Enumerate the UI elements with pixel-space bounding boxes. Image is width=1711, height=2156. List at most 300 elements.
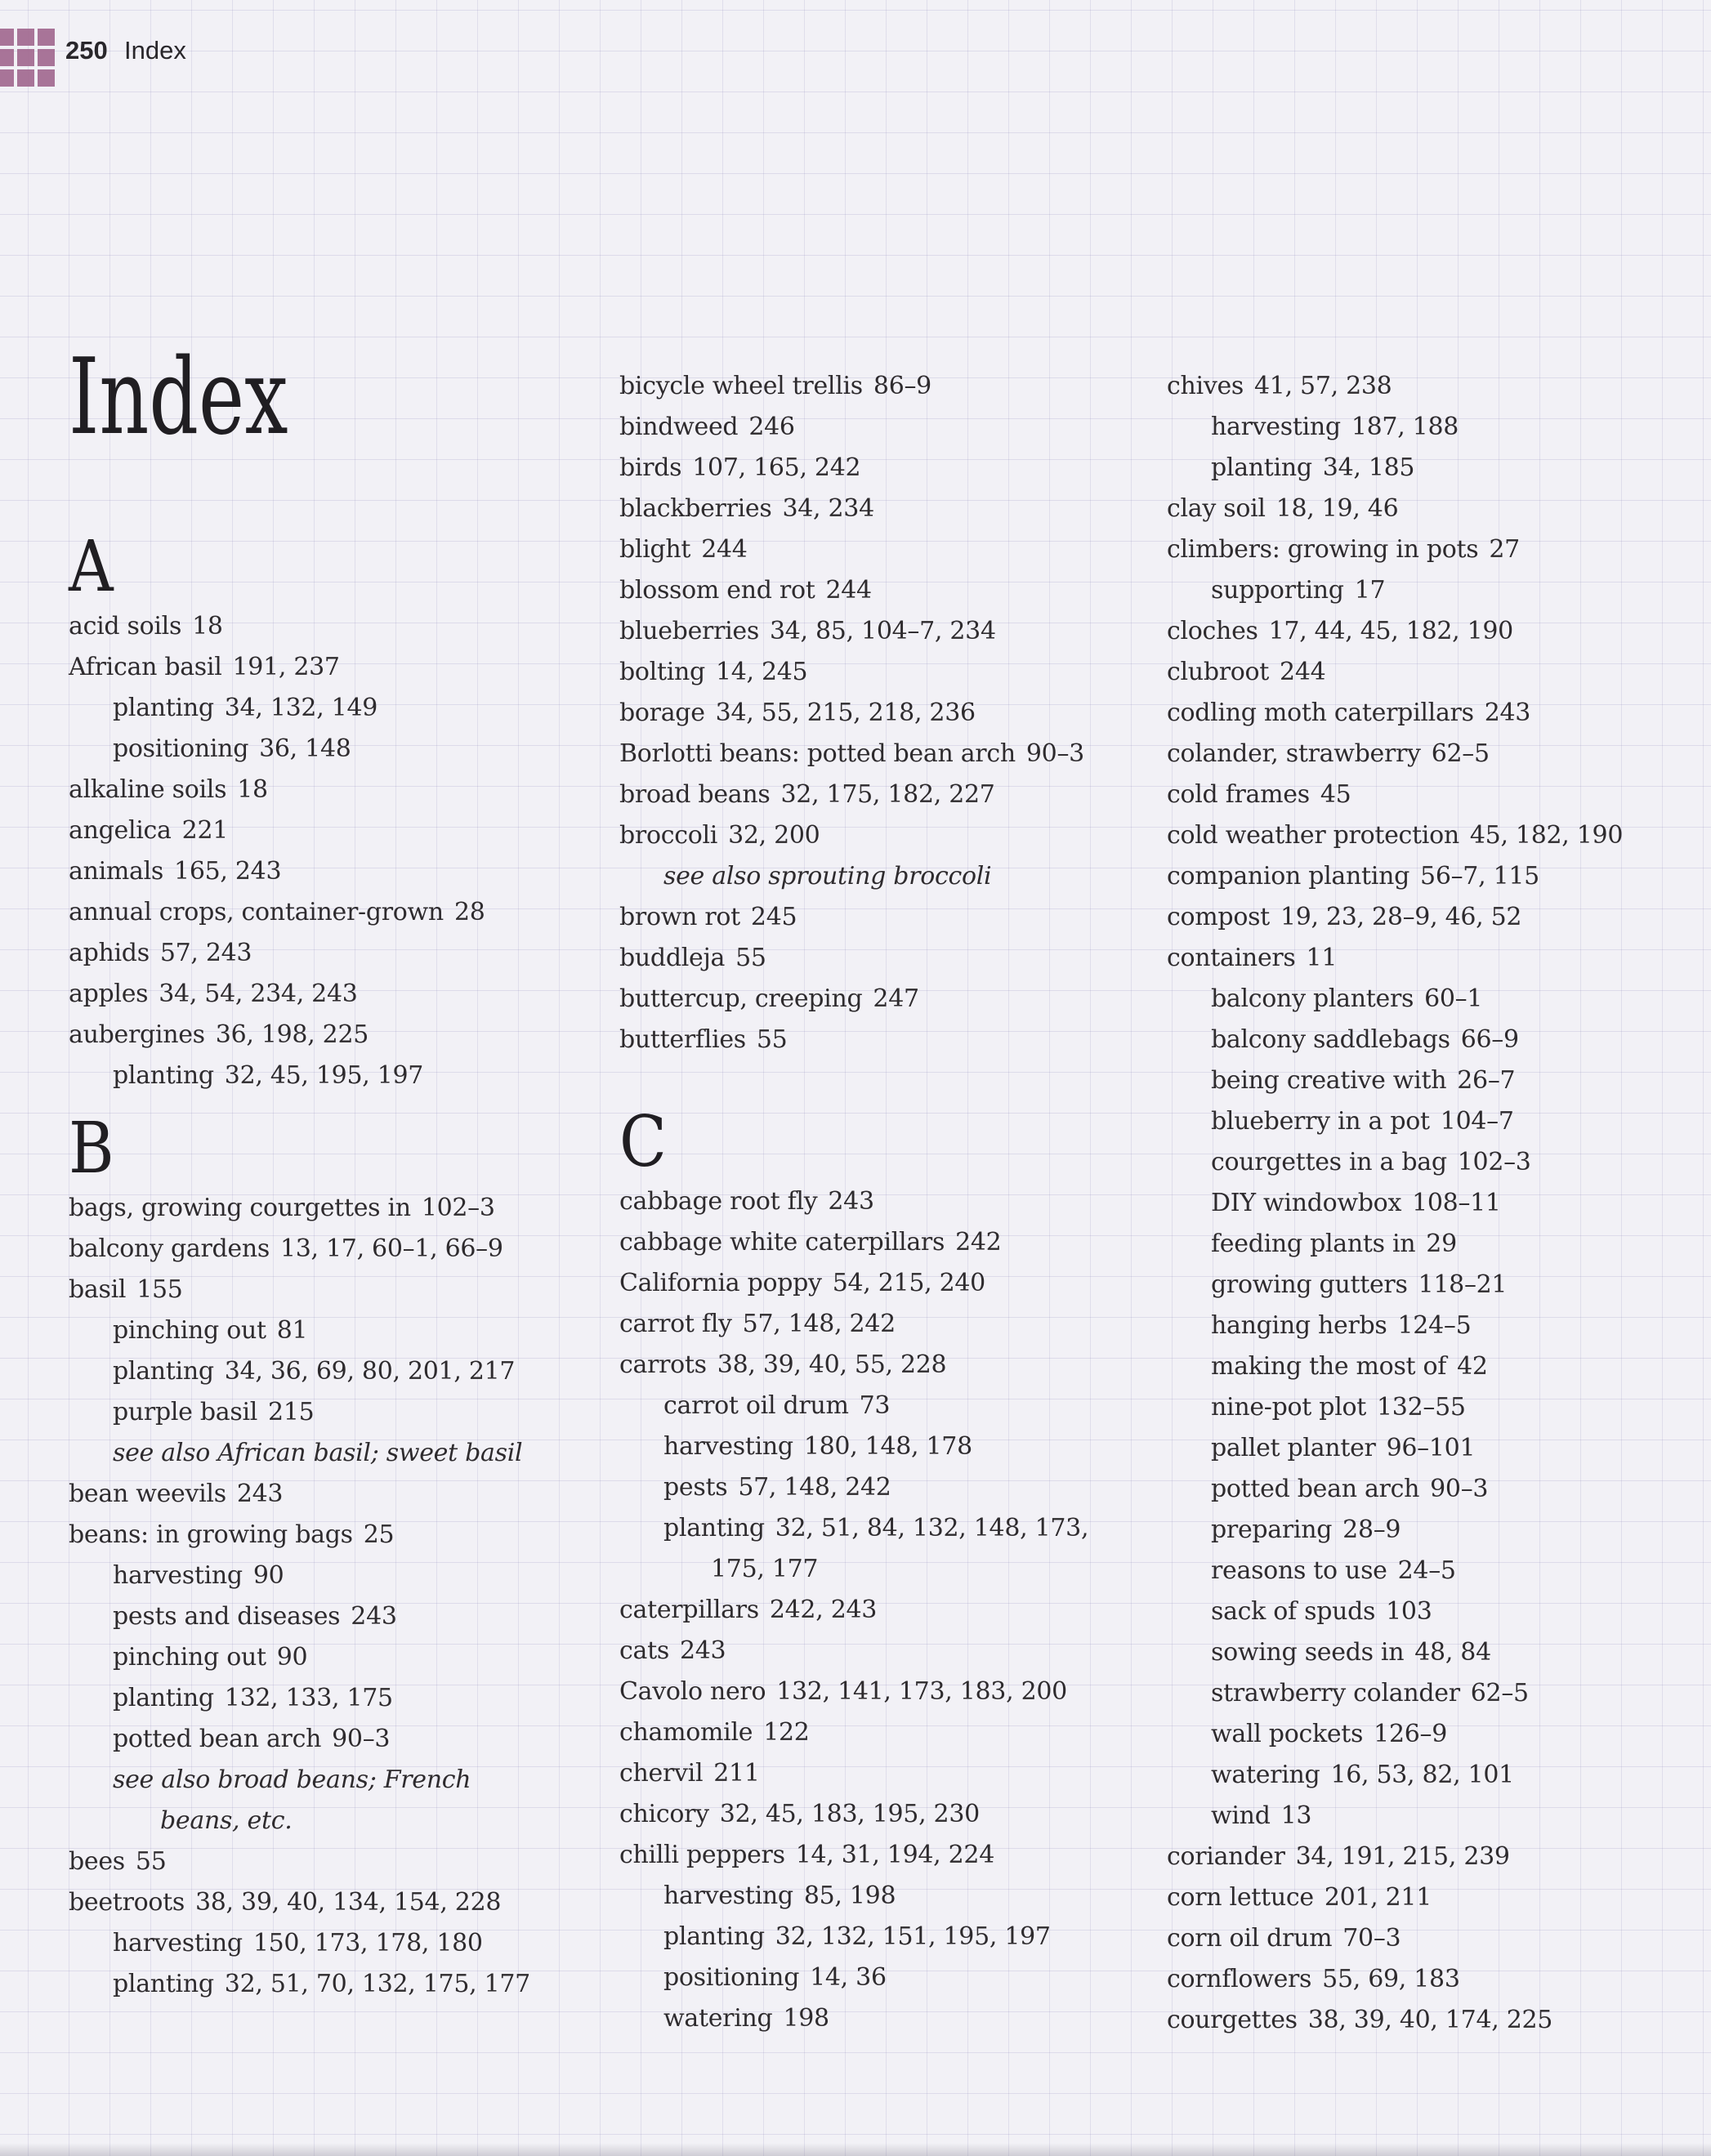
entry-page-numbers: 18 <box>192 612 223 641</box>
entry-term: chicory <box>619 1800 709 1828</box>
entry-page-numbers: 14, 36 <box>810 1963 887 1992</box>
index-entry <box>69 1056 601 1096</box>
index-entry <box>1167 815 1700 856</box>
entry-term: watering <box>1211 1761 1320 1789</box>
entry-page-numbers: 62–5 <box>1470 1679 1529 1707</box>
index-entry <box>69 729 601 770</box>
index-entry <box>69 1882 601 1923</box>
entry-term: cold frames <box>1167 780 1310 809</box>
entry-page-numbers: 38, 39, 40, 55, 228 <box>717 1350 947 1379</box>
entry-page-numbers: 57, 243 <box>159 939 252 967</box>
index-entry <box>1167 1714 1700 1755</box>
index-entry <box>1167 1959 1700 2000</box>
entry-term: planting <box>113 1357 214 1386</box>
entry-page-numbers: 90–3 <box>1430 1475 1489 1503</box>
entry-page-numbers: 34, 54, 234, 243 <box>159 980 358 1008</box>
index-entry <box>619 1386 1152 1426</box>
entry-page-numbers: 41, 57, 238 <box>1254 372 1392 400</box>
entry-term: pests and diseases <box>113 1602 341 1631</box>
entry-term: companion planting <box>1167 862 1410 891</box>
entry-term: clay soil <box>1167 494 1266 523</box>
entry-page-numbers: 48, 84 <box>1414 1638 1491 1667</box>
index-entry <box>1167 1837 1700 1877</box>
section-letter-b: B <box>69 1108 114 1190</box>
index-entry <box>619 774 1152 815</box>
entry-term: balcony gardens <box>69 1234 270 1263</box>
entry-page-numbers: 57, 148, 242 <box>738 1473 891 1502</box>
entry-term: harvesting <box>113 1561 243 1590</box>
index-entry <box>69 851 601 892</box>
index-entry <box>1167 1510 1700 1551</box>
entry-term: blight <box>619 535 691 564</box>
index-entry <box>1167 1346 1700 1387</box>
index-entry <box>1167 1755 1700 1796</box>
index-entry <box>1167 1306 1700 1346</box>
entry-page-numbers: 175, 177 <box>711 1555 819 1583</box>
index-entry <box>1167 1632 1700 1673</box>
entry-term: California poppy <box>619 1269 822 1297</box>
entry-term: planting <box>113 1061 214 1090</box>
index-entry <box>1167 366 1700 407</box>
entry-term: sowing seeds in <box>1211 1638 1405 1667</box>
entry-term: hanging herbs <box>1211 1311 1387 1340</box>
entry-page-numbers: 66–9 <box>1460 1025 1519 1054</box>
entry-page-numbers: 16, 53, 82, 101 <box>1330 1761 1514 1789</box>
entry-term: Cavolo nero <box>619 1677 766 1706</box>
index-entry <box>619 448 1152 489</box>
entry-term: balcony saddlebags <box>1211 1025 1450 1054</box>
entry-page-numbers: 102–3 <box>421 1194 495 1222</box>
entry-page-numbers: 34, 185 <box>1322 453 1415 482</box>
index-cross-reference <box>619 856 1152 897</box>
entry-term: codling moth caterpillars <box>1167 699 1474 727</box>
index-entry <box>619 734 1152 774</box>
entry-page-numbers: 244 <box>825 576 872 605</box>
index-entry <box>1167 938 1700 979</box>
index-entry <box>1167 529 1700 570</box>
index-entry <box>1167 1877 1700 1918</box>
entry-term: planting <box>1211 453 1312 482</box>
index-entry <box>619 1835 1152 1876</box>
entry-page-numbers: 34, 85, 104–7, 234 <box>769 617 996 645</box>
index-entry <box>69 1474 601 1515</box>
index-entry <box>1167 1224 1700 1265</box>
entry-page-numbers: 38, 39, 40, 174, 225 <box>1307 2006 1553 2034</box>
entry-term: reasons to use <box>1211 1556 1387 1585</box>
entry-term: animals <box>69 857 164 886</box>
entry-page-numbers: 55 <box>135 1847 167 1876</box>
entry-page-numbers: 245 <box>750 903 797 931</box>
entry-page-numbers: 107, 165, 242 <box>692 453 861 482</box>
index-entry <box>1167 2000 1700 2041</box>
entry-term: positioning <box>113 734 249 763</box>
entry-term: see also African basil; sweet basil <box>113 1439 523 1467</box>
entry-term: cabbage root fly <box>619 1187 818 1216</box>
entry-page-numbers: 26–7 <box>1457 1066 1516 1095</box>
index-entry <box>1167 1428 1700 1469</box>
index-cross-reference <box>69 1801 601 1841</box>
index-entry <box>619 1020 1152 1060</box>
entry-term: chilli peppers <box>619 1841 785 1869</box>
entry-term: bindweed <box>619 413 739 441</box>
entry-page-numbers: 104–7 <box>1440 1107 1514 1136</box>
index-cross-reference <box>69 1433 601 1474</box>
entry-page-numbers: 187, 188 <box>1351 413 1459 441</box>
entry-page-numbers: 243 <box>1484 699 1531 727</box>
index-entry <box>1167 693 1700 734</box>
entry-page-numbers: 38, 39, 40, 134, 154, 228 <box>194 1888 502 1917</box>
index-entry <box>619 1631 1152 1672</box>
entry-term: brown rot <box>619 903 740 931</box>
index-entry <box>619 1672 1152 1712</box>
entry-term: alkaline soils <box>69 775 227 804</box>
entry-page-numbers: 90 <box>276 1643 308 1672</box>
entry-term: planting <box>663 1922 765 1951</box>
entry-term: angelica <box>69 816 172 845</box>
index-entry <box>69 1556 601 1596</box>
entry-page-numbers: 36, 148 <box>259 734 351 763</box>
entry-page-numbers: 42 <box>1457 1352 1488 1381</box>
entry-term: harvesting <box>1211 413 1341 441</box>
entry-term: basil <box>69 1275 127 1304</box>
entry-term: growing gutters <box>1211 1270 1408 1299</box>
entry-term: cats <box>619 1636 669 1665</box>
index-entry <box>69 1351 601 1392</box>
entry-term: blackberries <box>619 494 772 523</box>
index-entry <box>1167 407 1700 448</box>
entry-page-numbers: 103 <box>1386 1597 1432 1626</box>
entry-page-numbers: 28 <box>453 898 485 926</box>
index-entry <box>69 1188 601 1229</box>
entry-term: chives <box>1167 372 1244 400</box>
entry-page-numbers: 57, 148, 242 <box>742 1310 896 1338</box>
index-entry <box>69 974 601 1015</box>
entry-term: colander, strawberry <box>1167 739 1421 768</box>
entry-term: beans, etc. <box>160 1806 293 1835</box>
entry-term: planting <box>113 694 214 722</box>
section-letter-a: A <box>69 526 114 608</box>
index-entry <box>1167 1020 1700 1060</box>
entry-term: annual crops, container-grown <box>69 898 444 926</box>
entry-page-numbers: 27 <box>1489 535 1520 564</box>
entry-term: cornflowers <box>1167 1965 1312 1993</box>
entry-page-numbers: 90 <box>252 1561 284 1590</box>
entry-page-numbers: 124–5 <box>1397 1311 1472 1340</box>
entry-page-numbers: 32, 132, 151, 195, 197 <box>775 1922 1051 1951</box>
entry-page-numbers: 55 <box>735 944 766 972</box>
entry-term: watering <box>663 2004 773 2033</box>
entry-page-numbers: 32, 51, 84, 132, 148, 173, <box>775 1514 1089 1542</box>
entry-page-numbers: 108–11 <box>1412 1189 1501 1217</box>
entry-term: carrot fly <box>619 1310 732 1338</box>
entry-term: containers <box>1167 944 1296 972</box>
entry-page-numbers: 132, 141, 173, 183, 200 <box>776 1677 1067 1706</box>
index-entry <box>69 1270 601 1310</box>
entry-page-numbers: 25 <box>363 1520 395 1549</box>
entry-page-numbers: 34, 55, 215, 218, 236 <box>715 699 976 727</box>
entry-page-numbers: 96–101 <box>1386 1434 1476 1462</box>
index-entry <box>619 693 1152 734</box>
index-entry <box>619 1549 1152 1590</box>
entry-term: buttercup, creeping <box>619 984 863 1013</box>
index-entry <box>1167 448 1700 489</box>
entry-page-numbers: 247 <box>873 984 919 1013</box>
entry-term: harvesting <box>663 1881 793 1910</box>
index-entry <box>1167 856 1700 897</box>
entry-term: potted bean arch <box>1211 1475 1420 1503</box>
entry-term: blossom end rot <box>619 576 815 605</box>
entry-page-numbers: 34, 234 <box>782 494 874 523</box>
entry-term: climbers: growing in pots <box>1167 535 1479 564</box>
entry-term: beetroots <box>69 1888 185 1917</box>
index-entry <box>619 1998 1152 2039</box>
entry-page-numbers: 18, 19, 46 <box>1275 494 1399 523</box>
entry-page-numbers: 81 <box>276 1316 308 1345</box>
entry-page-numbers: 55 <box>756 1025 788 1054</box>
entry-page-numbers: 14, 31, 194, 224 <box>795 1841 994 1869</box>
page-number: 250 <box>65 36 108 65</box>
index-entry <box>69 647 601 688</box>
index-entry <box>69 1515 601 1556</box>
index-entry <box>619 1345 1152 1386</box>
entry-page-numbers: 165, 243 <box>174 857 282 886</box>
index-entry <box>619 611 1152 652</box>
entry-term: carrots <box>619 1350 707 1379</box>
index-entry <box>619 1876 1152 1917</box>
entry-term: positioning <box>663 1963 800 1992</box>
entry-page-numbers: 34, 132, 149 <box>224 694 378 722</box>
entry-term: acid soils <box>69 612 182 641</box>
entry-term: being creative with <box>1211 1066 1447 1095</box>
index-entry <box>69 810 601 851</box>
entry-term: wind <box>1211 1801 1271 1830</box>
entry-page-numbers: 60–1 <box>1424 984 1483 1013</box>
entry-page-numbers: 85, 198 <box>803 1881 896 1910</box>
entry-term: nine-pot plot <box>1211 1393 1367 1422</box>
index-entry <box>619 1917 1152 1957</box>
index-entry <box>619 1794 1152 1835</box>
entry-page-numbers: 32, 200 <box>728 821 820 850</box>
entry-page-numbers: 45, 182, 190 <box>1469 821 1624 850</box>
entry-term: courgettes <box>1167 2006 1298 2034</box>
entry-page-numbers: 242 <box>955 1228 1002 1257</box>
entry-page-numbers: 11 <box>1306 944 1338 972</box>
entry-page-numbers: 132, 133, 175 <box>224 1684 393 1712</box>
entry-term: Borlotti beans: potted bean arch <box>619 739 1016 768</box>
entry-term: courgettes in a bag <box>1211 1148 1447 1176</box>
index-title: Index <box>69 337 288 458</box>
index-entry <box>619 897 1152 938</box>
index-entry <box>619 1426 1152 1467</box>
entry-term: pallet planter <box>1211 1434 1376 1462</box>
entry-page-numbers: 244 <box>701 535 748 564</box>
entry-term: feeding plants in <box>1211 1230 1416 1258</box>
entry-page-numbers: 45 <box>1320 780 1351 809</box>
entry-term: pests <box>663 1473 728 1502</box>
index-column-2 <box>619 0 1152 2039</box>
entry-term: planting <box>113 1684 214 1712</box>
entry-page-numbers: 243 <box>351 1602 397 1631</box>
index-entry <box>619 815 1152 856</box>
entry-page-numbers: 70–3 <box>1342 1924 1401 1953</box>
entry-page-numbers: 54, 215, 240 <box>832 1269 985 1297</box>
entry-page-numbers: 215 <box>268 1398 315 1426</box>
entry-page-numbers: 90–3 <box>332 1725 391 1753</box>
index-entry <box>1167 1060 1700 1101</box>
index-entry <box>69 688 601 729</box>
index-entry <box>619 1508 1152 1549</box>
index-entry <box>619 570 1152 611</box>
index-entry <box>1167 897 1700 938</box>
entry-term: harvesting <box>113 1929 243 1957</box>
index-entry <box>1167 1387 1700 1428</box>
entry-term: aphids <box>69 939 150 967</box>
index-entry <box>69 1923 601 1964</box>
entry-term: apples <box>69 980 149 1008</box>
entry-term: borage <box>619 699 705 727</box>
index-entry <box>619 366 1152 407</box>
entry-page-numbers: 86–9 <box>873 372 931 400</box>
entry-page-numbers: 34, 36, 69, 80, 201, 217 <box>224 1357 516 1386</box>
entry-term: harvesting <box>663 1432 793 1461</box>
index-entry <box>1167 652 1700 693</box>
index-entry <box>619 407 1152 448</box>
index-entry <box>619 1712 1152 1753</box>
entry-page-numbers: 32, 175, 182, 227 <box>780 780 995 809</box>
entry-page-numbers: 32, 51, 70, 132, 175, 177 <box>224 1970 530 1998</box>
index-entry <box>1167 1796 1700 1837</box>
entry-term: cloches <box>1167 617 1258 645</box>
entry-term: sack of spuds <box>1211 1597 1376 1626</box>
entry-term: corn oil drum <box>1167 1924 1333 1953</box>
index-entry <box>1167 1183 1700 1224</box>
index-entry <box>1167 1142 1700 1183</box>
entry-term: cabbage white caterpillars <box>619 1228 945 1257</box>
index-entry <box>1167 611 1700 652</box>
index-entry <box>69 770 601 810</box>
entry-page-numbers: 13 <box>1280 1801 1312 1830</box>
index-entry <box>619 979 1152 1020</box>
entry-term: purple basil <box>113 1398 258 1426</box>
page-edge-shadow <box>0 2143 1711 2156</box>
running-head-title: Index <box>124 36 186 65</box>
index-entry <box>1167 1673 1700 1714</box>
index-entry <box>69 933 601 974</box>
index-column-3 <box>1167 0 1700 2041</box>
entry-term: carrot oil drum <box>663 1391 849 1420</box>
entry-page-numbers: 29 <box>1426 1230 1457 1258</box>
entry-term: bean weevils <box>69 1480 226 1508</box>
index-entry <box>69 892 601 933</box>
entry-page-numbers: 32, 45, 195, 197 <box>224 1061 424 1090</box>
entry-page-numbers: 126–9 <box>1374 1720 1448 1748</box>
index-entry <box>69 1310 601 1351</box>
entry-term: bicycle wheel trellis <box>619 372 863 400</box>
purple-grid-icon <box>0 29 55 87</box>
entry-term: broccoli <box>619 821 718 850</box>
entry-page-numbers: 211 <box>713 1759 760 1788</box>
entry-term: caterpillars <box>619 1596 759 1624</box>
entry-page-numbers: 24–5 <box>1397 1556 1456 1585</box>
entry-term: see also sprouting broccoli <box>663 862 992 891</box>
index-entry <box>69 1678 601 1719</box>
entry-page-numbers: 243 <box>828 1187 874 1216</box>
entry-term: planting <box>113 1970 214 1998</box>
entry-term: cold weather protection <box>1167 821 1459 850</box>
entry-page-numbers: 17 <box>1354 576 1386 605</box>
index-entry <box>69 1015 601 1056</box>
index-entry <box>1167 1591 1700 1632</box>
entry-page-numbers: 90–3 <box>1025 739 1084 768</box>
entry-page-numbers: 243 <box>679 1636 726 1665</box>
entry-term: broad beans <box>619 780 771 809</box>
entry-page-numbers: 14, 245 <box>715 658 808 686</box>
index-entry <box>69 1229 601 1270</box>
entry-term: balcony planters <box>1211 984 1414 1013</box>
entry-page-numbers: 243 <box>236 1480 284 1508</box>
entry-page-numbers: 13, 17, 60–1, 66–9 <box>279 1234 503 1263</box>
entry-term: compost <box>1167 903 1270 931</box>
entry-term: birds <box>619 453 682 482</box>
index-entry <box>1167 1918 1700 1959</box>
index-entry <box>69 1719 601 1760</box>
entry-term: beans: in growing bags <box>69 1520 353 1549</box>
entry-term: pinching out <box>113 1316 266 1345</box>
entry-term: clubroot <box>1167 658 1270 686</box>
entry-page-numbers: 28–9 <box>1342 1515 1401 1544</box>
index-entry <box>69 1841 601 1882</box>
entry-term: making the most of <box>1211 1352 1447 1381</box>
index-entry <box>1167 1551 1700 1591</box>
entry-page-numbers: 34, 191, 215, 239 <box>1295 1842 1510 1871</box>
entry-page-numbers: 56–7, 115 <box>1420 862 1539 891</box>
index-entry <box>619 1263 1152 1304</box>
entry-term: blueberries <box>619 617 759 645</box>
entry-term: bees <box>69 1847 125 1876</box>
entry-page-numbers: 132–55 <box>1377 1393 1466 1422</box>
entry-term: strawberry colander <box>1211 1679 1460 1707</box>
entry-term: blueberry in a pot <box>1211 1107 1430 1136</box>
index-entry <box>619 1181 1152 1222</box>
entry-page-numbers: 155 <box>136 1275 183 1304</box>
entry-page-numbers: 17, 44, 45, 182, 190 <box>1268 617 1513 645</box>
entry-term: aubergines <box>69 1020 205 1049</box>
index-cross-reference <box>69 1760 601 1801</box>
entry-term: planting <box>663 1514 765 1542</box>
entry-page-numbers: 201, 211 <box>1324 1883 1432 1912</box>
entry-term: chamomile <box>619 1718 753 1747</box>
entry-page-numbers: 36, 198, 225 <box>215 1020 369 1049</box>
index-entry <box>619 1467 1152 1508</box>
entry-page-numbers: 150, 173, 178, 180 <box>252 1929 483 1957</box>
entry-page-numbers: 244 <box>1280 658 1326 686</box>
index-column-1 <box>69 0 601 2005</box>
section-letter-c: C <box>619 1101 667 1183</box>
entry-term: bags, growing courgettes in <box>69 1194 411 1222</box>
index-entry <box>619 652 1152 693</box>
entry-page-numbers: 221 <box>181 816 229 845</box>
index-entry <box>69 1637 601 1678</box>
index-entry <box>619 1304 1152 1345</box>
entry-term: supporting <box>1211 576 1344 605</box>
entry-page-numbers: 55, 69, 183 <box>1322 1965 1460 1993</box>
entry-page-numbers: 191, 237 <box>232 653 340 681</box>
index-entry <box>619 938 1152 979</box>
index-entry <box>619 1222 1152 1263</box>
index-entry <box>1167 1469 1700 1510</box>
index-entry <box>1167 1265 1700 1306</box>
entry-term: African basil <box>69 653 222 681</box>
